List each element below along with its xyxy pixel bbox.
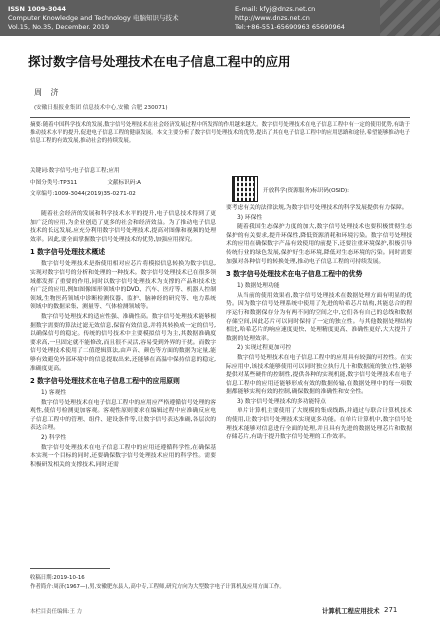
issn: ISSN 1009-3044 xyxy=(8,5,67,13)
subsection-2-2: 2) 科学性 xyxy=(41,435,67,442)
author-bio: 作者简介:周济(1967—),男,安徽肥东县人,高中专,工程师,研究方向为大型数字电子计算机及应用方面工作。 xyxy=(30,584,285,590)
editor-note: 本栏目责任编辑:王 力 xyxy=(30,609,83,615)
abstract-rule-top xyxy=(30,117,410,118)
website: http://www.dnzs.net.cn xyxy=(235,14,310,22)
oa-label: 开放科学(资源服务)标识码(OSID): xyxy=(263,188,350,194)
email: E-mail: kfyj@dnzs.net.cn xyxy=(235,5,316,13)
section-3-title: 3 数字信号处理技术在电子信息工程中的优势 xyxy=(226,270,363,279)
qr-code-icon xyxy=(232,176,258,202)
author: 周 济 xyxy=(34,88,62,97)
abstract-box xyxy=(30,117,410,173)
affiliation: (安徽日报报业集团 信息技术中心,安徽 合肥 230071) xyxy=(34,105,168,111)
header-pattern xyxy=(380,0,440,36)
header-right xyxy=(235,5,345,32)
tel: Tel:+86-551-65690963 65690964 xyxy=(235,23,345,31)
abstract: 摘要:随着中国科学技术的发展,数字信号处理技术在社会经济发展过程中所发挥的作用越来越大。数字信号处理技术在电子信息工程中有一定的使用优势,有助于推动技术水平的提升,促进电子信息工程的健康发展。本文主要分析了数字信号处理技术的优势,提出了其在电子信息工程中的应用思路和途径,希望能够推动电子信息工程的有效发展,推动社会的持续发展。 xyxy=(30,122,410,145)
continued-paragraph: 要考虑有关的法律法规,为数字信号处理技术的科学发展提供有力保障。 xyxy=(226,205,408,211)
classification-row xyxy=(30,178,141,186)
journal-name: Computer Knowledge and Technology 电脑知识与技术 xyxy=(8,14,179,22)
subsection-3-3: 3) 数字信号处理技术的多功能特点 xyxy=(237,398,326,405)
page-number: 271 xyxy=(384,606,398,614)
article-number: 文章编号:1009-3044(2019)35-0271-02 xyxy=(30,191,136,197)
clc-number: 中图分类号:TP311 xyxy=(30,180,78,186)
doc-code: 文献标识码:A xyxy=(107,180,142,186)
journal-section: 计算机工程应用技术 xyxy=(322,607,380,615)
subsection-2-3: 3) 环保性 xyxy=(237,214,263,221)
intro-paragraph: 随着社会经济的发展和科学技术水平的提升,电子信息技术得到了更加广泛的应用,为企业创造了更多的社会和经济效益。为了推动电子信息技术的长远发展,应充分利用数字信号处理技术,提高对图像和视频的处理效率。因此,要全面掌握数字信号处理技术的优势,加强应用探究。 xyxy=(30,211,216,243)
subsection-3-2-paragraph: 数字信号处理技术在电子信息工程中的应用具有较强的可控性。在实际应用中,该技术能够使用可以同时独立执行几十和数据流的独立性,能够提供对某些硬件的控制性,提供各种的实现机能,数字信号处理技术在电子信息工程中的应用还能够形成有效的数据传输,在数据处理中的每一项数据都能够实现有效的控制,确保数据的准确性和安全性。 xyxy=(226,354,412,396)
subsection-3-3-paragraph: 单片计算机主要使用了大规模的集成线路,并通过与联合计算机技术的使用,让数字信号处理技术实现更多功能。在单片计算机中,数字信号处理技术能够对信息进行全面的处理,并且具有先进的数据处理芯片和数据存储芯片,有助于提升数字信号处理的工作效率。 xyxy=(226,408,412,441)
subsection-3-1: 1) 数据处理功能 xyxy=(237,283,280,290)
subsection-2-1: 1) 客观性 xyxy=(41,390,67,397)
keywords: 关键词:数字信号;电子信息工程;应用 xyxy=(30,168,120,174)
section-1-paragraph: 数字信号处理技术的适应性强、准确性高。数字信号处理技术能够根据数字需要的算法过滤无效信息,保留有效信息,并将其转换成一定的信号,以确保信号的稳定。传统的信号技术中主要模拟信号为主,其数据准确度要求高,一旦固定就不能修改,而且很不灵活,容易受到外界的干扰。而数字信号处理技术使用了二值逻辑算法,由声音、颜色等方面的数据为定量,能够有效避免外部环境中的信息提取出来,还能够在高温中保持信息的稳定,准确度更高。 xyxy=(30,313,216,372)
issue-info: Vol.15, No.35, December. 2019 xyxy=(8,23,110,31)
received-date: 收稿日期:2019-10-16 xyxy=(30,575,85,581)
footnote-rule xyxy=(30,568,110,569)
journal-header xyxy=(0,0,440,36)
section-1-paragraph: 数字信号处理技术是指使用相对应芯片将模拟信息转换为数字信息,实现对数字信号的分析和处理的一种技术。数字信号处理技术已在很多领域都发挥了重要的作用,同时以数字信号处理技术为支撑的产品和技术也有广泛的应用,例如图像图形领域中的DVD、汽车、医疗等、机器人控制领域,生物医药领域中诊断检测仪器、监护、脑神经的研究等、电力系统领域中的数据采集、测量等、气体检测领域等。 xyxy=(30,261,216,311)
subsection-3-2: 2) 实现过程更加可控 xyxy=(237,345,292,352)
section-2-title: 2 数字信号处理技术在电子信息工程中的应用原则 xyxy=(30,377,180,386)
right-column xyxy=(226,204,412,443)
subsection-2-3-paragraph: 随着我国生态保护力度的加大,数字信号处理技术也要积极贯彻生态保护的有关要求,提升环保性,降低资源消耗和环境污染。数字信号处理技术的应用在确保数字产品有效使用的前提下,还要注重环境保护,积极引导传统行业的绿色发展,保护好生态环境,降低对生态环境的污染。同时需要加强对各种信号的转换处理,推动电子信息工程的可持续发展。 xyxy=(226,224,412,265)
article-title: 探讨数字信号处理技术在电子信息工程中的应用 xyxy=(28,54,291,69)
subsection-2-2-paragraph: 数字信号处理技术在电子信息工程中的应用还遵循科学性,在确保基本实现一个目标的同时,还要确保数字信号处理技术应用的科学性。需要积极研发相关的支撑技术,同时还需 xyxy=(30,444,216,468)
section-1-title: 1 数字信号处理技术概述 xyxy=(30,248,106,257)
left-column xyxy=(30,210,216,470)
subsection-3-1-paragraph: 从当前的使用效果看,数字信号处理技术在数据处理方面有明显的优势。因为数字信号处理系统中使用了先进的哈希芯片结构,其能总合的程序运行和数据保存分为有两不同的空间之中,它们各有自己的总线和数据存储空间,因此芯片可以同时保持了一定的独立性。与其他数据处理结构相比,哈希芯片的响应速度更快、处理精度更高、准确性更好,大大提升了数据的处理效率。 xyxy=(226,292,412,342)
header-left xyxy=(8,5,178,32)
subsection-2-1-paragraph: 数字信号处理技术在电子信息工程中的应用应严格遵循信号处理的客观性,使信号检测更加客观。客观性原则要求在编辑过程中应准确反应电子信息工程中的管理、组件、建设条件等,让数字信号表达准确,各层次的表达合理。 xyxy=(30,399,216,432)
page-footer xyxy=(0,604,440,620)
